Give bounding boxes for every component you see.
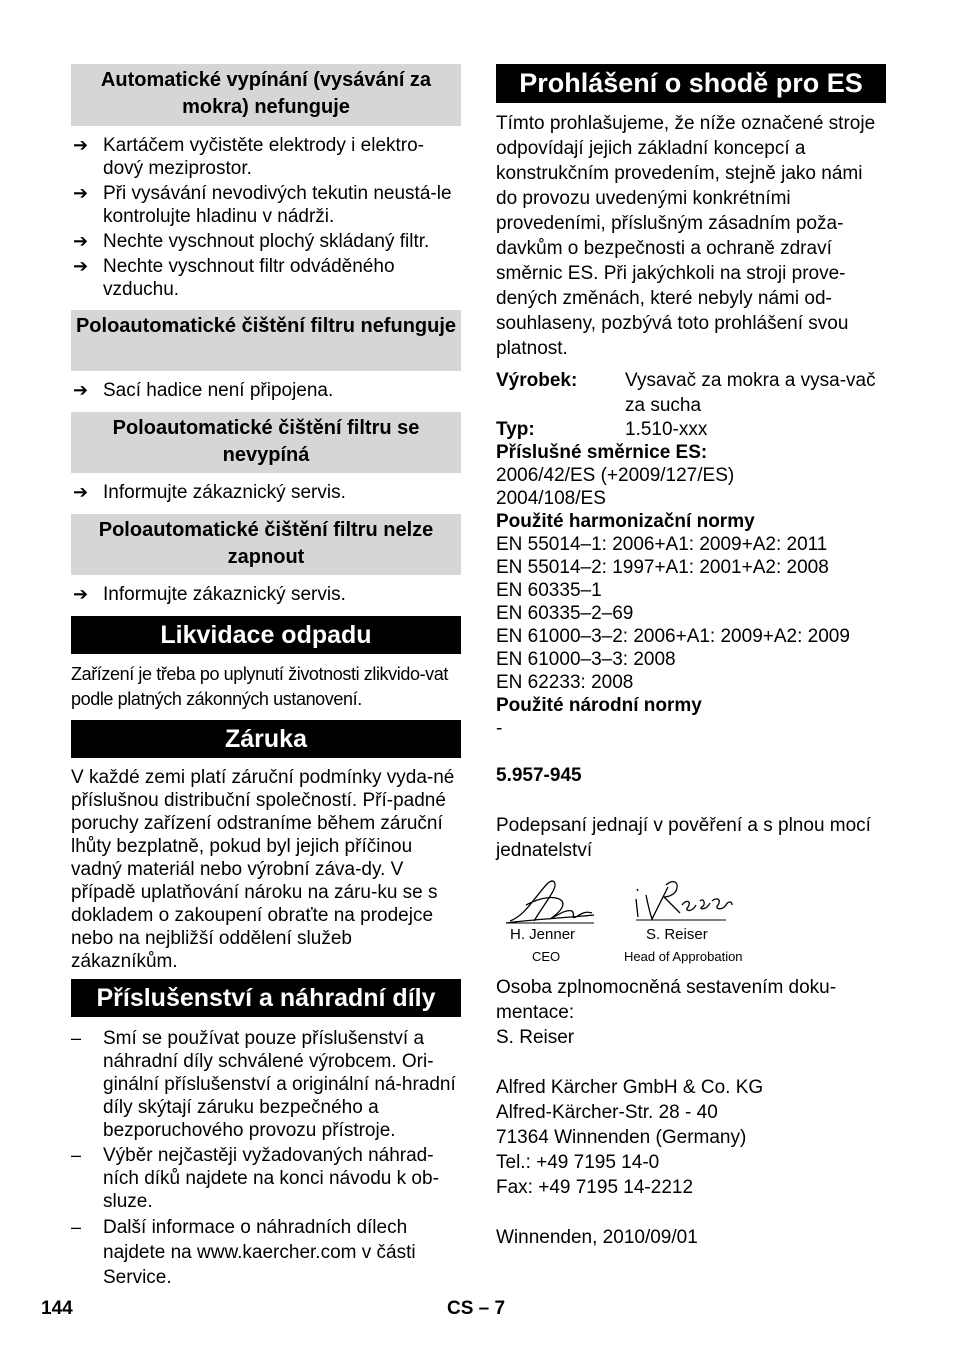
national-value: - xyxy=(496,718,503,739)
company-street: Alfred-Kärcher-Str. 28 - 40 xyxy=(496,1102,718,1123)
signature-block xyxy=(496,875,886,975)
arrow-icon: ➔ xyxy=(73,482,89,502)
list-item: ➔ Sací hadice není připojena. xyxy=(73,380,334,401)
section-heading-filter-cleaning-fails: Poloautomatické čištění filtru nefunguje xyxy=(71,310,461,371)
section-heading-filter-cleaning-no-start: Poloautomatické čištění filtru nelze zapnout xyxy=(71,514,461,575)
standard-item: EN 61000–3–3: 2008 xyxy=(496,649,676,670)
arrow-icon: ➔ xyxy=(73,135,89,155)
arrow-icon: ➔ xyxy=(73,231,89,251)
section-heading-accessories: Příslušenství a náhradní díly xyxy=(71,979,461,1017)
language-page-label: CS – 7 xyxy=(447,1298,506,1319)
signed-text: Podepsaní jednají v pověření a s plnou mocí jednatelství xyxy=(496,815,871,861)
list-item: – Výběr nejčastěji vyžadovaných náhrad-ních díků najdete na konci návodu k ob-sluze. xyxy=(71,1145,439,1212)
directive-item: 2006/42/ES (+2009/127/ES) xyxy=(496,465,735,486)
page-number: 144 xyxy=(41,1298,73,1319)
section-heading-auto-shutoff: Automatické vypínání (vysávání za mokra) nefunguje xyxy=(71,64,461,126)
dash-icon: – xyxy=(71,1145,82,1165)
disposal-text: Zařízení je třeba po uplynutí životnosti zlikvido-vat podle platných zákonných ustanovení. xyxy=(71,664,448,709)
product-row xyxy=(496,369,886,418)
dash-icon: – xyxy=(71,1217,82,1237)
place-date: Winnenden, 2010/09/01 xyxy=(496,1227,698,1248)
list-item: ➔ Kartáčem vyčistěte elektrody i elektro-dový meziprostor. xyxy=(73,135,425,179)
list-item: ➔ Nechte vyschnout plochý skládaný filtr. xyxy=(73,231,430,252)
declaration-intro: Tímto prohlašujeme, že níže označené stroje odpovídají jejich základní koncepcí a konstrukčním provedením, stejně jako námi do provozu uvedenými konkrétními provedeními, příslušným zásadním poža-davkům o bezpečnosti a ochraně zdraví směrnic ES. Při jakýchkoli na stroji prove-dených změnách, které nebyly námi od-souhlaseny, pozbývá toto prohlášení svou platnost. xyxy=(496,113,876,359)
standard-item: EN 60335–2–69 xyxy=(496,603,634,624)
dash-icon: – xyxy=(71,1028,82,1048)
right-column xyxy=(496,64,886,1250)
type-label: Typ: xyxy=(496,419,535,440)
signatory-1-role: CEO xyxy=(532,949,561,964)
product-value: Vysavač za mokra a vysa-vač za sucha xyxy=(625,370,876,416)
arrow-icon: ➔ xyxy=(73,380,89,400)
directives-label: Příslušné směrnice ES: xyxy=(496,442,708,463)
arrow-icon: ➔ xyxy=(73,584,89,604)
directive-item: 2004/108/ES xyxy=(496,488,606,509)
standard-item: EN 61000–3–2: 2006+A1: 2009+A2: 2009 xyxy=(496,626,850,647)
section-heading-warranty: Záruka xyxy=(71,720,461,758)
standard-item: EN 60335–1 xyxy=(496,580,602,601)
authorized-text: Osoba zplnomocněná sestavením doku-mentace: xyxy=(496,977,837,1023)
list-item: ➔ Informujte zákaznický servis. xyxy=(73,584,346,605)
authorized-name: S. Reiser xyxy=(496,1027,575,1048)
list-item: ➔ Informujte zákaznický servis. xyxy=(73,482,346,503)
company-name: Alfred Kärcher GmbH & Co. KG xyxy=(496,1077,764,1098)
product-label: Výrobek: xyxy=(496,370,578,391)
section-heading-disposal: Likvidace odpadu xyxy=(71,616,461,654)
national-label: Použité národní normy xyxy=(496,695,702,716)
list-item: ➔ Při vysávání nevodivých tekutin neustá-le kontrolujte hladinu v nádrži. xyxy=(73,183,452,227)
document-number: 5.957-945 xyxy=(496,765,582,786)
company-city: 71364 Winnenden (Germany) xyxy=(496,1127,747,1148)
standard-item: EN 62233: 2008 xyxy=(496,672,634,693)
left-column xyxy=(71,64,461,1290)
warranty-text: V každé zemi platí záruční podmínky vyda-né příslušnou distribuční společností. Pří-padné poruchy zařízení odstraníme během záruční lhůty bezplatně, pokud byl jejich příčinou vadný materiál nebo výrobní záva-dy. V případě uplatňování nároku na záru-ku se s dokladem o zakoupení obraťte na prodejce nebo na nejbližší oddělení služeb zákazníkům. xyxy=(71,767,455,972)
standard-item: EN 55014–1: 2006+A1: 2009+A2: 2011 xyxy=(496,534,828,555)
section-heading-ec-declaration: Prohlášení o shodě pro ES xyxy=(496,64,886,103)
type-row xyxy=(496,418,886,441)
section-heading-filter-cleaning-no-stop: Poloautomatické čištění filtru se nevypíná xyxy=(71,412,461,473)
list-item: – Smí se používat pouze příslušenství a náhradní díly schválené výrobcem. Ori-ginální příslušenství a originální ná-hradní díly skýtají záruku bezpečného a bezporuchového provozu přístroje. xyxy=(71,1028,456,1141)
signatory-2-name: S. Reiser xyxy=(646,926,708,943)
arrow-icon: ➔ xyxy=(73,256,89,276)
signatory-2-role: Head of Approbation xyxy=(624,949,743,964)
company-fax: Fax: +49 7195 14-2212 xyxy=(496,1177,694,1198)
company-tel: Tel.: +49 7195 14-0 xyxy=(496,1152,660,1173)
type-value: 1.510-xxx xyxy=(625,419,708,440)
signatory-1-name: H. Jenner xyxy=(510,926,576,943)
list-item: – Další informace o náhradních dílech najdete na www.kaercher.com v části Service. xyxy=(71,1217,416,1288)
standard-item: EN 55014–2: 1997+A1: 2001+A2: 2008 xyxy=(496,557,829,578)
harmonized-label: Použité harmonizační normy xyxy=(496,511,755,532)
list-item: ➔ Nechte vyschnout filtr odváděného vzduchu. xyxy=(73,256,395,300)
arrow-icon: ➔ xyxy=(73,183,89,203)
